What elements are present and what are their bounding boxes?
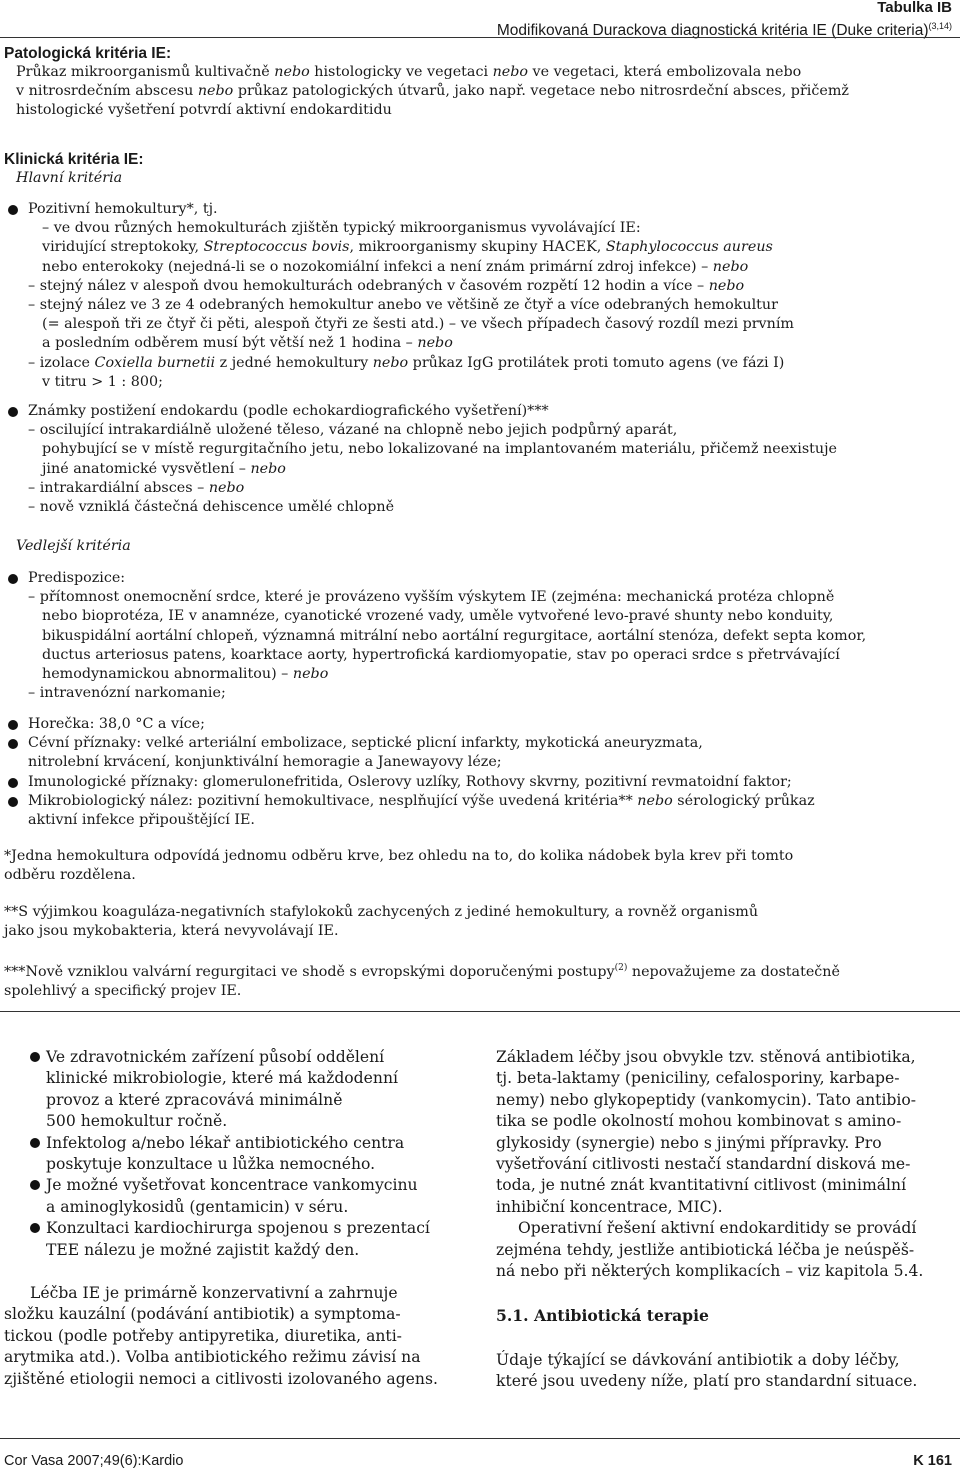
- bullet-item: Ve zdravotnickém zařízení působí oddělení: [4, 1047, 430, 1068]
- pathological-text: [4, 63, 952, 121]
- text-line: viridující streptokoky, Streptococcus bovis, mikroorganismy skupiny HACEK, Staphylococcus aureus: [42, 239, 773, 256]
- text-line: tj. beta-laktamy (peniciliny, cefalosporiny, karbape-: [496, 1069, 900, 1088]
- bullet-item: Infektolog a/nebo lékař antibiotického centra: [4, 1133, 430, 1154]
- text-line: zejména tehdy, jestliže antibiotická léčba je neúspěš-: [496, 1240, 915, 1259]
- text-line: – přítomnost onemocnění srdce, které je provázeno vyšším výskytem IE (zejména: mechanická protéza chlopně: [28, 589, 835, 606]
- table-bottom-rule: [0, 1011, 960, 1012]
- text-line: nebo enterokoky (nejedná-li se o nozokomiální infekci a není znám primární zdroj infekce) – nebo: [42, 258, 749, 275]
- bullet-item: Mikrobiologický nález: pozitivní hemokultivace, nesplňující výše uvedená kritéria** nebo sérologický průkaz: [4, 792, 815, 811]
- text-line: *Jedna hemokultura odpovídá jednomu odběru krve, bez ohledu na to, do kolika nádobek byla krev při tomto: [4, 848, 794, 864]
- text-line: hemodynamickou abnormalitou) – nebo: [42, 666, 329, 683]
- text-line: aktivní infekce připouštějící IE.: [28, 812, 255, 829]
- page-number: K 161: [913, 1453, 952, 1469]
- left-paragraph: [4, 1283, 468, 1390]
- text-line: bikuspidální aortální chlopeň, významná mitrální nebo aortální regurgitace, aortální stenóza, defekt septa komor,: [42, 627, 867, 644]
- minor-criteria-label: Vedlejší kritéria: [16, 538, 131, 554]
- text-line: (= alespoň tři ze čtyř či pěti, alespoň čtyři ze šesti atd.) – ve všech případech časový rozdíl mezi prvním: [42, 316, 794, 333]
- text-line: **S výjimkou koaguláza-negativních stafylokoků zachycených z jediné hemokultury, a rovněž organismů: [4, 904, 759, 920]
- text-line: provoz a které zpracovává minimálně: [46, 1090, 343, 1109]
- text-line: TEE nálezu je možné zajistit každý den.: [46, 1240, 360, 1259]
- text-line: Operativní řešení aktivní endokarditidy se provádí: [518, 1219, 917, 1238]
- bullet-item: Známky postižení endokardu (podle echokardiografického vyšetření)***: [4, 402, 837, 421]
- bullet-item: Imunologické příznaky: glomerulonefritida, Oslerovy uzlíky, Rothovy skvrny, pozitivní revmatoidní faktor;: [4, 773, 815, 792]
- text-line: odběru rozdělena.: [4, 867, 136, 884]
- bullet-item: Predispozice:: [4, 569, 866, 588]
- text-line: spolehlivý a specifický projev IE.: [4, 982, 242, 999]
- text-line: ***Nově vzniklou valvární regurgitaci ve shodě s evropskými doporučenými postupy$^{(2)}$ nepovažujeme za dostatečně: [4, 963, 840, 980]
- pathological-criteria: [4, 44, 952, 121]
- text-line: jiné anatomické vysvětlení – nebo: [42, 460, 286, 477]
- major-criteria-label: Hlavní kritéria: [16, 170, 123, 186]
- table-title: Modifikovaná Durackova diagnostická kritéria IE (Duke criteria)$^{(3,14)}$: [496, 21, 952, 39]
- bullet-item: Konzultaci kardiochirurga spojenou s prezentací: [4, 1218, 430, 1239]
- right-paragraph: [496, 1350, 917, 1393]
- text-line: složku kauzální (podávání antibiotik) a symptoma-: [4, 1305, 401, 1324]
- text-line: a aminoglykosidů (gentamicin) v séru.: [46, 1197, 349, 1216]
- footnote-2: [4, 903, 758, 941]
- section-heading: 5.1. Antibiotická terapie: [496, 1306, 709, 1325]
- text-line: Průkaz mikroorganismů kultivačně nebo histologicky ve vegetaci nebo ve vegetaci, která embolizovala nebo: [16, 64, 802, 80]
- text-line: – nově vzniklá částečná dehiscence umělé chlopně: [28, 499, 395, 516]
- major-blood-cultures: [4, 200, 794, 392]
- text-line: a posledním odběrem musí být větší než 1 hodina – nebo: [42, 335, 453, 352]
- text-line: nebo bioprotéza, IE v anamnéze, cyanotické vrozené vady, uměle vytvořené levo-pravé shunty nebo konduity,: [42, 608, 834, 625]
- text-line: tickou (podle potřeby antipyretika, diuretika, anti-: [4, 1326, 402, 1345]
- text-line: inhibiční koncentrace, MIC).: [496, 1197, 723, 1216]
- text-line: – izolace Coxiella burnetii z jedné hemokultury nebo průkaz IgG protilátek proti tomuto agens (ve fázi I): [28, 354, 785, 371]
- text-line: které jsou uvedeny níže, platí pro standardní situace.: [496, 1372, 918, 1391]
- text-line: v titru > 1 : 800;: [42, 373, 163, 390]
- text-line: vyšetřování citlivosti nestačí standardní disková me-: [496, 1155, 911, 1174]
- bullet-item: Horečka: 38,0 °C a více;: [4, 715, 815, 734]
- text-line: nitrolební krvácení, konjunktivální hemoragie a Janewayovy léze;: [28, 754, 502, 771]
- table-top-rule: [0, 37, 960, 38]
- left-column: [4, 1047, 430, 1261]
- text-line: – intravenózní narkomanie;: [28, 685, 226, 702]
- journal-citation: Cor Vasa 2007;49(6):Kardio: [4, 1453, 184, 1469]
- text-line: Základem léčby jsou obvykle tzv. stěnová antibiotika,: [496, 1048, 916, 1066]
- pathological-title: Patologická kritéria IE:: [4, 45, 172, 62]
- text-line: – intrakardiální absces – nebo: [28, 479, 245, 496]
- text-line: tika se podle okolností mohou kombinovat s amino-: [496, 1112, 902, 1131]
- footnote-1: [4, 847, 793, 885]
- text-line: 500 hemokultur ročně.: [46, 1112, 228, 1131]
- footnote-3: [4, 959, 840, 1001]
- bullet-item: Pozitivní hemokultury*, tj.: [4, 200, 794, 219]
- text-line: klinické mikrobiologie, které má každodenní: [46, 1069, 398, 1088]
- bullet-item: Je možné vyšetřovat koncentrace vankomycinu: [4, 1175, 430, 1196]
- text-line: – oscilující intrakardiálně uložené těleso, vázané na chlopně nebo jejich podpůrný aparát,: [28, 422, 678, 439]
- text-line: ná nebo při některých komplikacích – viz kapitola 5.4.: [496, 1262, 924, 1281]
- text-line: Údaje týkající se dávkování antibiotik a doby léčby,: [496, 1351, 900, 1369]
- text-line: pohybující se v místě regurgitačního jetu, nebo lokalizované na implantovaném materiálu, přičemž neexistuje: [42, 441, 837, 458]
- text-line: zjištěné etiologii nemoci a citlivosti izolovaného agens.: [4, 1369, 438, 1388]
- minor-other: [4, 715, 815, 830]
- text-line: poskytuje konzultace u lůžka nemocného.: [46, 1155, 376, 1174]
- footer-rule: [0, 1438, 960, 1439]
- text-line: toda, je nutné znát kvantitativní citlivost (minimální: [496, 1176, 907, 1195]
- text-line: – ve dvou různých hemokulturách zjištěn typický mikroorganismus vyvolávající IE:: [42, 220, 641, 237]
- table-label: Tabulka IB: [877, 0, 952, 16]
- major-endocardium: [4, 402, 837, 517]
- clinical-title: Klinická kritéria IE:: [4, 151, 144, 168]
- text-line: – stejný nález ve 3 ze 4 odebraných hemokultur anebo ve většině ze čtyř a více odebraných hemokultur: [28, 297, 778, 314]
- clinical-criteria: [4, 150, 952, 188]
- bullet-item: Cévní příznaky: velké arteriální embolizace, septické plicní infarkty, mykotická aneuryzmata,: [4, 734, 815, 753]
- right-column: [496, 1047, 923, 1282]
- text-line: ductus arteriosus patens, koarktace aorty, hypertrofická kardiomyopatie, stav po operaci srdce s přetrvávající: [42, 646, 840, 663]
- table-reference: (3,14): [928, 21, 952, 31]
- text-line: – stejný nález v alespoň dvou hemokulturách odebraných v časovém rozpětí 12 hodin a více – nebo: [28, 277, 745, 294]
- table-header: [497, 0, 952, 41]
- text-line: v nitrosrdečním abscesu nebo průkaz patologických útvarů, jako např. vegetace nebo nitrosrdeční absces, přičemž: [16, 83, 849, 100]
- text-line: arytmika atd.). Volba antibiotického režimu závisí na: [4, 1348, 421, 1367]
- text-line: Léčba IE je primárně konzervativní a zahrnuje: [30, 1284, 398, 1302]
- text-line: nemy) nebo glykopeptidy (vankomycin). Tato antibio-: [496, 1090, 917, 1109]
- text-line: jako jsou mykobakteria, která nevyvolávají IE.: [4, 923, 339, 940]
- text-line: glykosidy (synergie) nebo s jinými přípravky. Pro: [496, 1133, 882, 1152]
- text-line: histologické vyšetření potvrdí aktivní endokarditidu: [16, 102, 392, 119]
- footnote-reference: (2): [614, 963, 628, 973]
- minor-predisposition: [4, 569, 866, 703]
